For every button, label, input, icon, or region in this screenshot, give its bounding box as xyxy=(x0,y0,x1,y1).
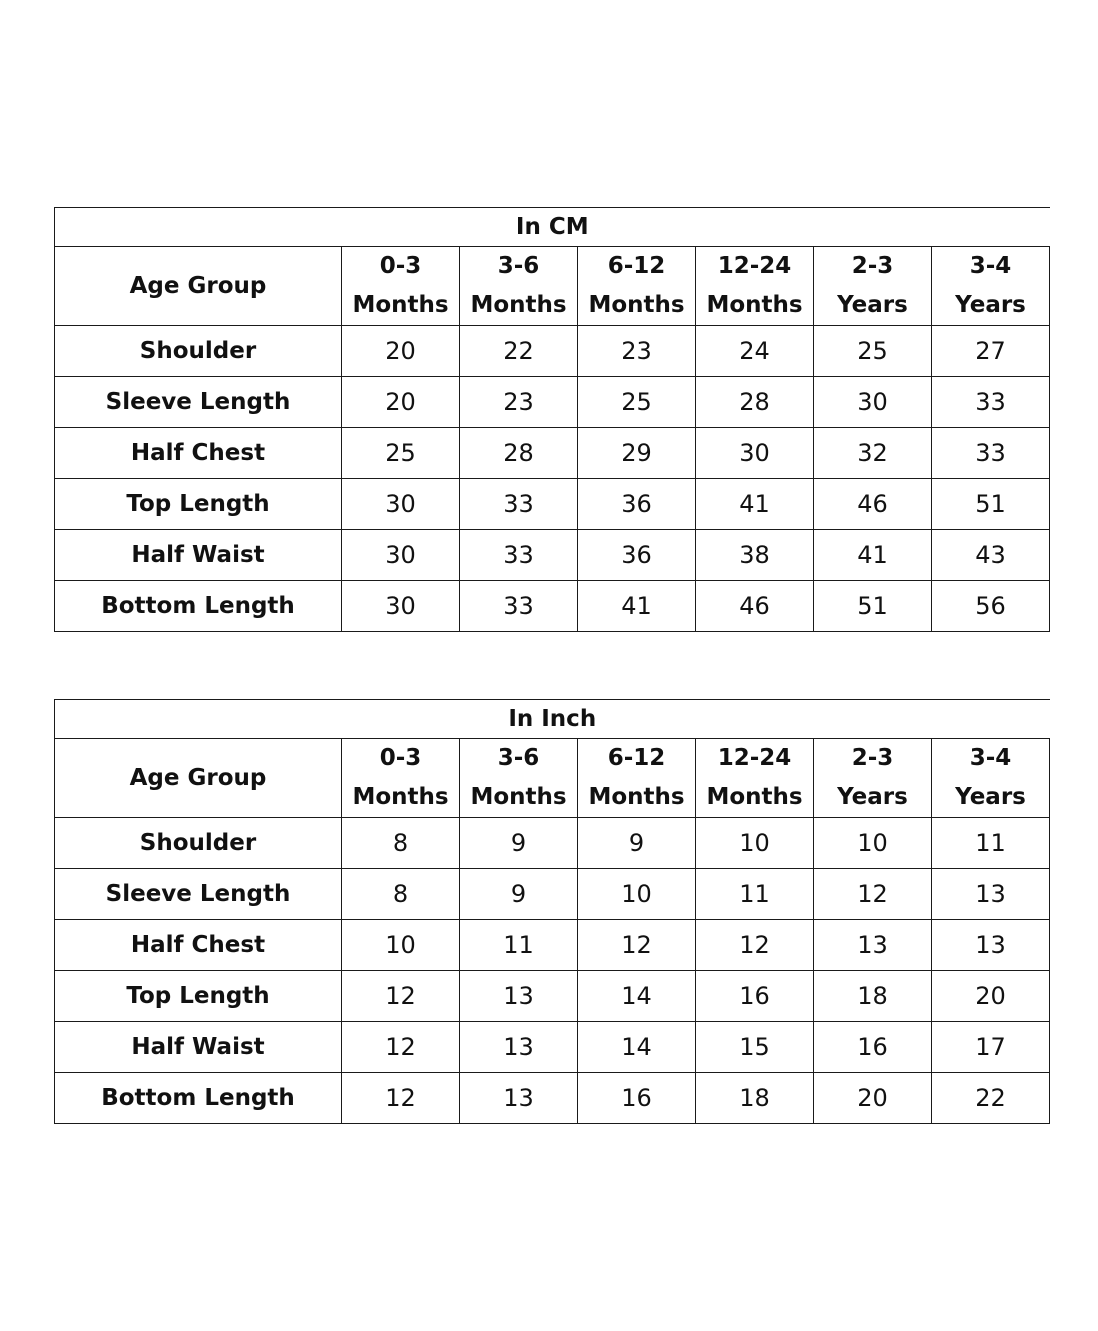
measurement-value: 25 xyxy=(814,326,932,377)
measurement-value: 15 xyxy=(696,1022,814,1073)
measurement-value: 9 xyxy=(460,818,578,869)
measurement-label: Top Length xyxy=(55,479,342,530)
table-title-row xyxy=(55,208,1050,247)
size-unit: Years xyxy=(955,292,1026,318)
measurement-value: 8 xyxy=(342,818,460,869)
measurement-value: 12 xyxy=(342,971,460,1022)
measurement-value: 12 xyxy=(342,1022,460,1073)
size-unit: Years xyxy=(837,784,908,810)
measurement-value: 20 xyxy=(814,1073,932,1124)
size-unit: Months xyxy=(470,784,567,810)
size-range: 3-6 xyxy=(497,253,540,279)
measurement-value: 13 xyxy=(460,971,578,1022)
measurement-value: 13 xyxy=(932,920,1050,971)
measurement-value: 33 xyxy=(932,377,1050,428)
size-chart-cm-table xyxy=(54,207,1050,632)
measurement-value: 33 xyxy=(460,530,578,581)
table-header-row xyxy=(55,247,1050,326)
measurement-value: 41 xyxy=(578,581,696,632)
measurement-value: 18 xyxy=(814,971,932,1022)
measurement-value: 18 xyxy=(696,1073,814,1124)
measurement-value: 36 xyxy=(578,530,696,581)
measurement-value: 10 xyxy=(814,818,932,869)
size-unit: Months xyxy=(588,784,685,810)
measurement-value: 51 xyxy=(814,581,932,632)
table-row xyxy=(55,869,1050,920)
size-unit: Months xyxy=(588,292,685,318)
measurement-value: 13 xyxy=(932,869,1050,920)
measurement-value: 41 xyxy=(814,530,932,581)
age-group-header: Age Group xyxy=(55,739,342,818)
size-column-header xyxy=(342,739,460,818)
size-column-header xyxy=(696,247,814,326)
measurement-value: 23 xyxy=(578,326,696,377)
size-range: 12-24 xyxy=(717,745,792,771)
table-header-row xyxy=(55,739,1050,818)
size-range: 0-3 xyxy=(379,253,422,279)
measurement-value: 33 xyxy=(460,581,578,632)
measurement-label: Shoulder xyxy=(55,326,342,377)
measurement-label: Half Chest xyxy=(55,920,342,971)
measurement-value: 13 xyxy=(814,920,932,971)
measurement-value: 30 xyxy=(814,377,932,428)
measurement-value: 11 xyxy=(460,920,578,971)
size-column-header xyxy=(342,247,460,326)
size-column-header xyxy=(578,247,696,326)
measurement-value: 43 xyxy=(932,530,1050,581)
size-range: 3-4 xyxy=(969,745,1012,771)
table-row xyxy=(55,428,1050,479)
measurement-label: Bottom Length xyxy=(55,1073,342,1124)
measurement-value: 10 xyxy=(342,920,460,971)
measurement-value: 10 xyxy=(696,818,814,869)
measurement-value: 11 xyxy=(696,869,814,920)
measurement-value: 10 xyxy=(578,869,696,920)
measurement-label: Half Waist xyxy=(55,1022,342,1073)
measurement-value: 25 xyxy=(578,377,696,428)
measurement-value: 24 xyxy=(696,326,814,377)
size-chart-inch-table xyxy=(54,699,1050,1124)
size-unit: Months xyxy=(706,784,803,810)
measurement-label: Half Waist xyxy=(55,530,342,581)
table-title-row xyxy=(55,700,1050,739)
measurement-value: 22 xyxy=(460,326,578,377)
table-row xyxy=(55,920,1050,971)
measurement-value: 14 xyxy=(578,971,696,1022)
measurement-value: 12 xyxy=(696,920,814,971)
measurement-label: Top Length xyxy=(55,971,342,1022)
table-row xyxy=(55,581,1050,632)
size-column-header xyxy=(696,739,814,818)
size-unit: Months xyxy=(352,292,449,318)
size-range: 12-24 xyxy=(717,253,792,279)
age-group-header: Age Group xyxy=(55,247,342,326)
measurement-value: 36 xyxy=(578,479,696,530)
size-unit: Months xyxy=(352,784,449,810)
size-range: 0-3 xyxy=(379,745,422,771)
measurement-value: 38 xyxy=(696,530,814,581)
measurement-value: 29 xyxy=(578,428,696,479)
size-range: 3-4 xyxy=(969,253,1012,279)
measurement-value: 16 xyxy=(578,1073,696,1124)
measurement-value: 20 xyxy=(342,377,460,428)
size-column-header xyxy=(932,247,1050,326)
size-column-header xyxy=(814,739,932,818)
measurement-value: 28 xyxy=(696,377,814,428)
size-column-header xyxy=(814,247,932,326)
measurement-value: 9 xyxy=(578,818,696,869)
measurement-value: 8 xyxy=(342,869,460,920)
measurement-value: 12 xyxy=(342,1073,460,1124)
measurement-value: 30 xyxy=(342,581,460,632)
measurement-value: 30 xyxy=(342,530,460,581)
size-column-header xyxy=(932,739,1050,818)
table-title: In Inch xyxy=(55,700,1050,739)
size-range: 2-3 xyxy=(851,745,894,771)
measurement-label: Sleeve Length xyxy=(55,869,342,920)
measurement-value: 27 xyxy=(932,326,1050,377)
measurement-value: 30 xyxy=(342,479,460,530)
measurement-value: 16 xyxy=(814,1022,932,1073)
size-unit: Months xyxy=(470,292,567,318)
table-row xyxy=(55,530,1050,581)
table-title: In CM xyxy=(55,208,1050,247)
measurement-value: 41 xyxy=(696,479,814,530)
measurement-value: 20 xyxy=(342,326,460,377)
measurement-label: Shoulder xyxy=(55,818,342,869)
size-unit: Years xyxy=(837,292,908,318)
measurement-value: 20 xyxy=(932,971,1050,1022)
measurement-value: 33 xyxy=(460,479,578,530)
measurement-value: 25 xyxy=(342,428,460,479)
table-row xyxy=(55,377,1050,428)
measurement-value: 11 xyxy=(932,818,1050,869)
measurement-value: 13 xyxy=(460,1073,578,1124)
table-row xyxy=(55,479,1050,530)
measurement-value: 23 xyxy=(460,377,578,428)
measurement-value: 33 xyxy=(932,428,1050,479)
measurement-value: 46 xyxy=(696,581,814,632)
table-row xyxy=(55,1073,1050,1124)
size-unit: Months xyxy=(706,292,803,318)
measurement-label: Sleeve Length xyxy=(55,377,342,428)
size-column-header xyxy=(578,739,696,818)
size-column-header xyxy=(460,247,578,326)
measurement-value: 56 xyxy=(932,581,1050,632)
measurement-value: 22 xyxy=(932,1073,1050,1124)
measurement-value: 51 xyxy=(932,479,1050,530)
measurement-value: 9 xyxy=(460,869,578,920)
size-range: 6-12 xyxy=(607,253,666,279)
table-row xyxy=(55,1022,1050,1073)
measurement-value: 28 xyxy=(460,428,578,479)
measurement-value: 13 xyxy=(460,1022,578,1073)
size-range: 6-12 xyxy=(607,745,666,771)
measurement-label: Bottom Length xyxy=(55,581,342,632)
measurement-value: 16 xyxy=(696,971,814,1022)
measurement-value: 17 xyxy=(932,1022,1050,1073)
size-range: 3-6 xyxy=(497,745,540,771)
measurement-value: 32 xyxy=(814,428,932,479)
measurement-value: 14 xyxy=(578,1022,696,1073)
measurement-value: 30 xyxy=(696,428,814,479)
size-column-header xyxy=(460,739,578,818)
measurement-value: 46 xyxy=(814,479,932,530)
measurement-value: 12 xyxy=(814,869,932,920)
table-row xyxy=(55,971,1050,1022)
table-row xyxy=(55,326,1050,377)
measurement-label: Half Chest xyxy=(55,428,342,479)
measurement-value: 12 xyxy=(578,920,696,971)
size-range: 2-3 xyxy=(851,253,894,279)
table-row xyxy=(55,818,1050,869)
size-unit: Years xyxy=(955,784,1026,810)
